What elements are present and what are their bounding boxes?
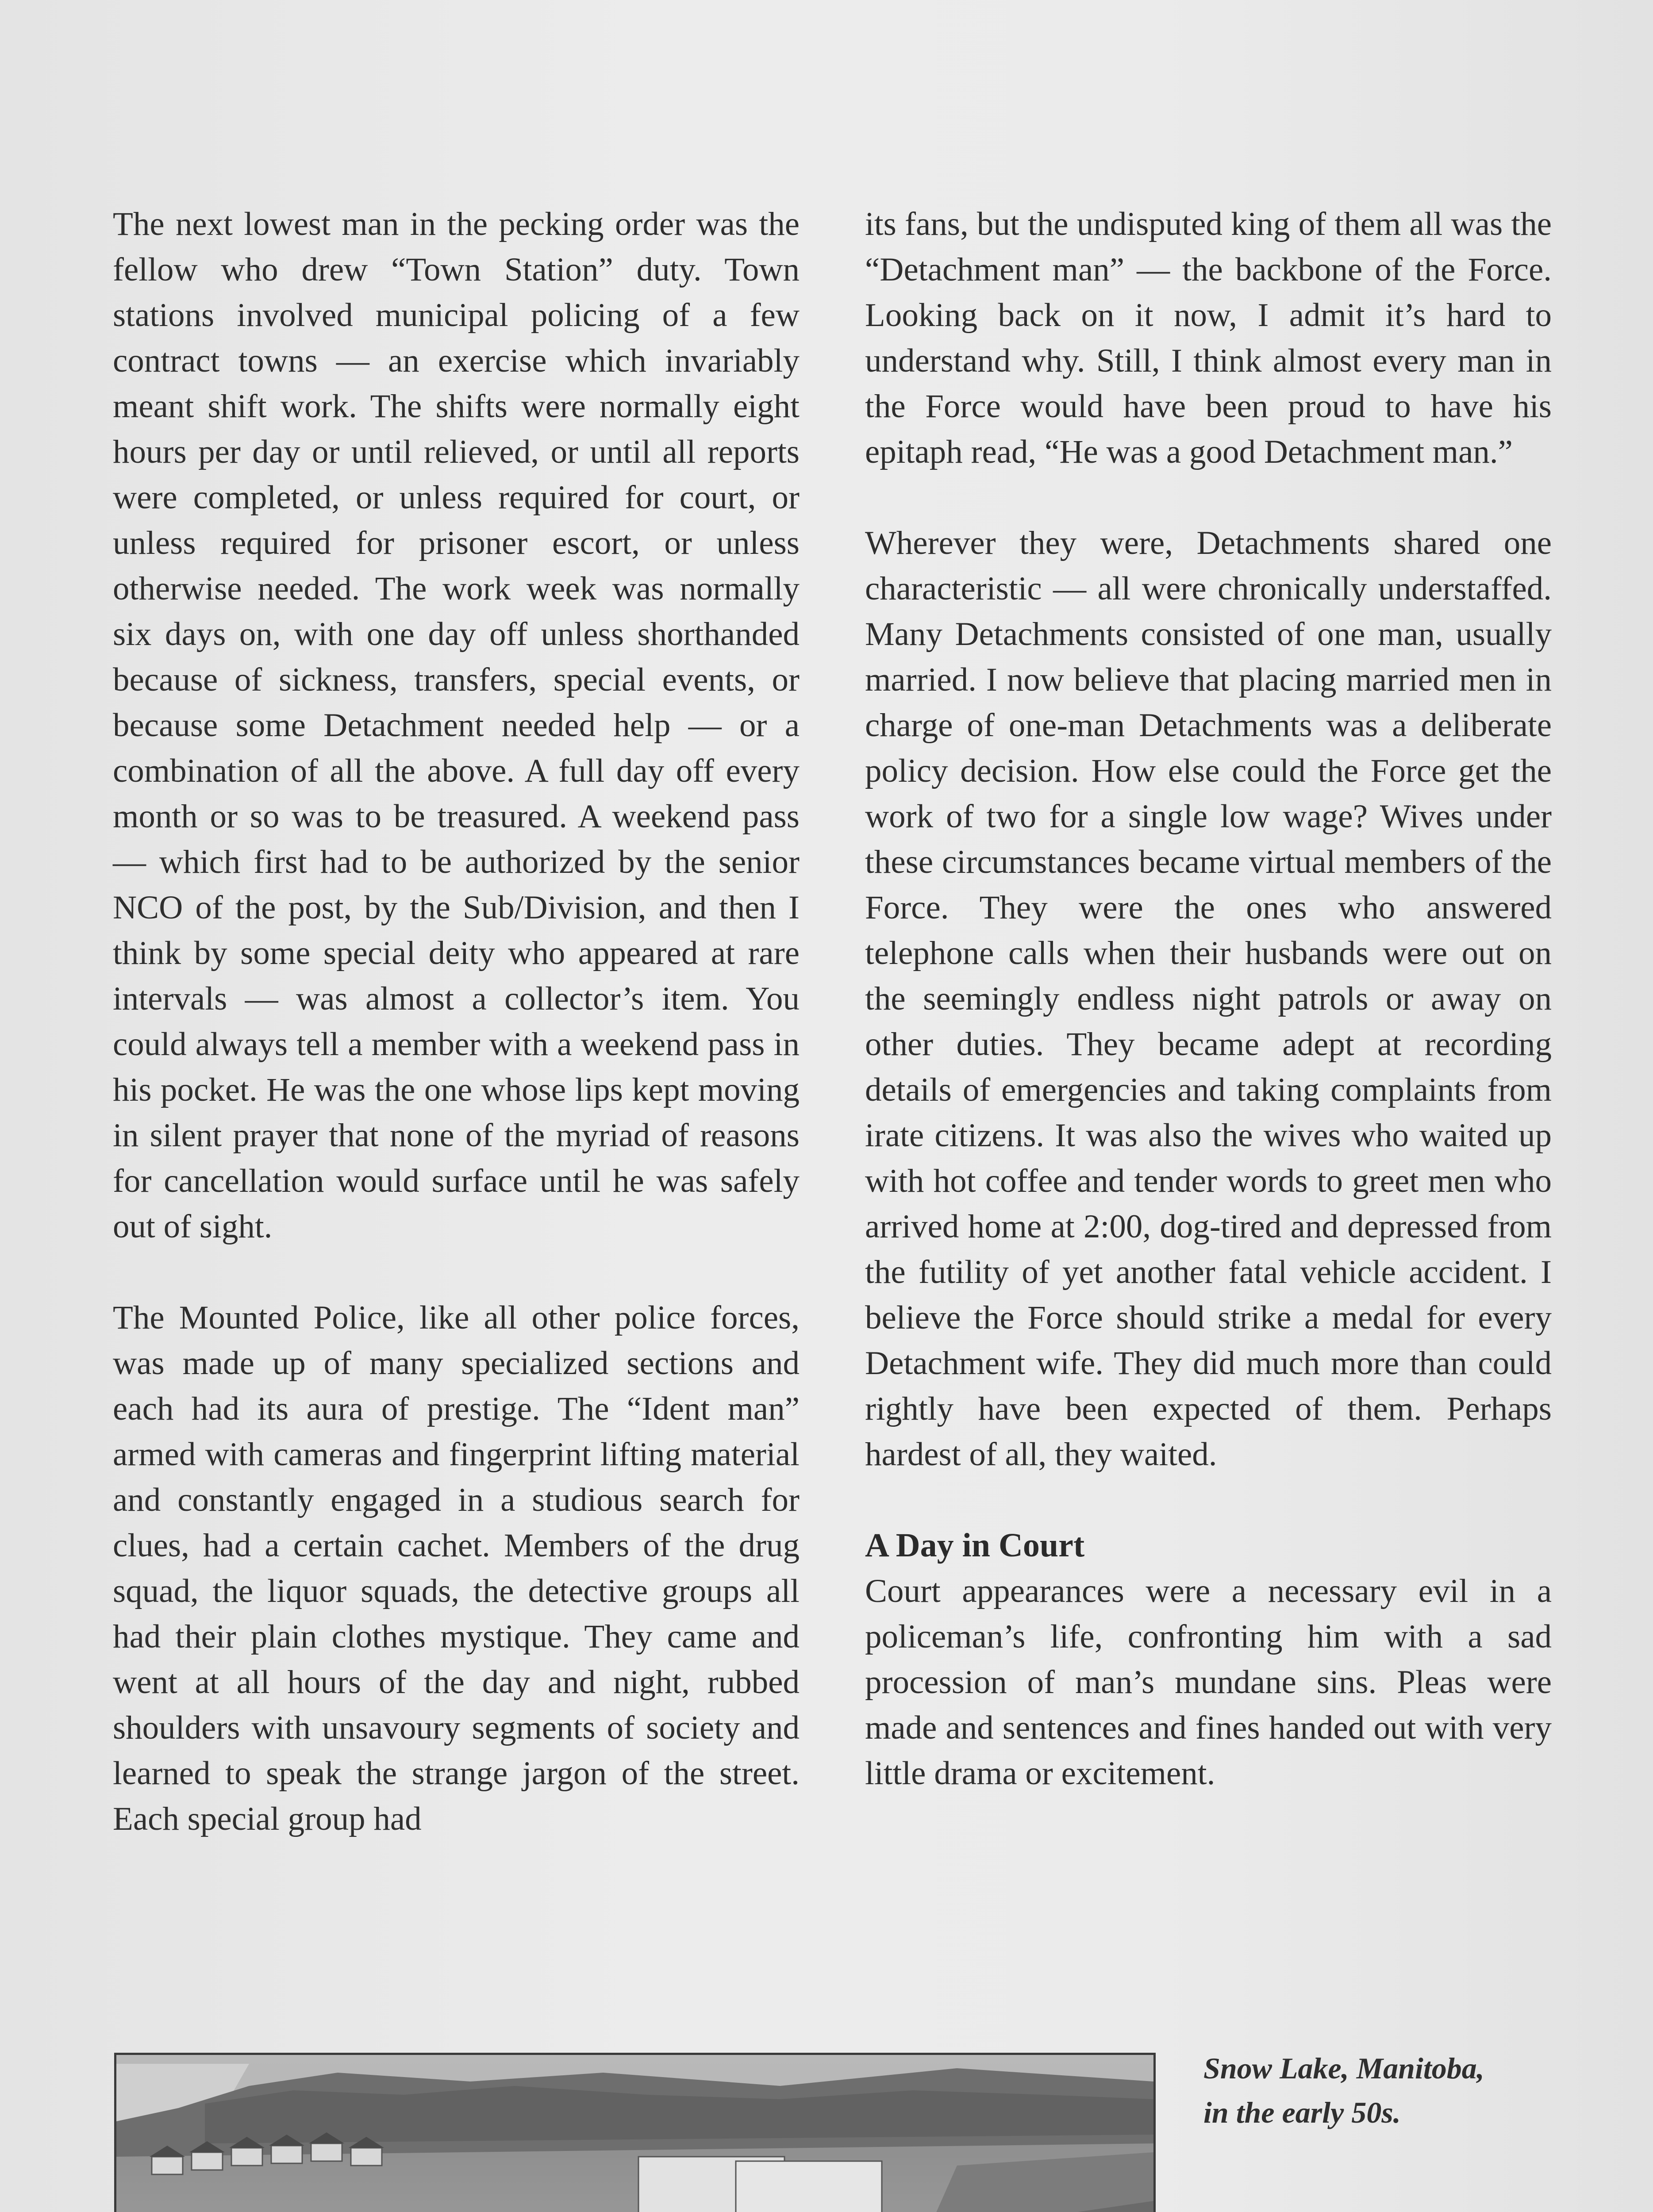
town-photograph	[114, 2053, 1156, 2212]
section-heading: A Day in Court	[865, 1527, 1085, 1564]
right-column	[865, 201, 1552, 1796]
article-paragraph: The next lowest man in the pecking order was the fellow who drew “Town Station” duty. Town stations involved municipal policing of a few contract towns — an exercise which invariably meant shift work. The shifts were normally eight hours per day or until relieved, or until all reports were completed, or unless required for court, or unless required for prisoner escort, or unless otherwise needed. The work week was normally six days on, with one day off unless shorthanded because of sickness, transfers, special events, or because some Detachment needed help — or a combination of all the above. A full day off every month or so was to be treasured. A weekend pass — which first had to be authorized by the senior NCO of the post, by the Sub/Division, and then I think by some special deity who appeared at rare intervals — was almost a collector’s item. You could always tell a member with a weekend pass in his pocket. He was the one whose lips kept moving in silent prayer that none of the myriad of reasons for cancellation would surface until he was safely out of sight.	[113, 206, 800, 1245]
caption-line: in the early 50s.	[1203, 2096, 1401, 2129]
article-paragraph: Court appearances were a necessary evil in a policeman’s life, confronting him with a sad procession of man’s mundane sins. Pleas were made and sentences and fines handed out with very little drama or excitement.	[865, 1573, 1552, 1792]
article-paragraph: its fans, but the undisputed king of them all was the “Detachment man” — the backbone of the Force. Looking back on it now, I admit it’s hard to understand why. Still, I think almost every man in the Force would have been proud to have his epitaph read, “He was a good Detachment man.”	[865, 206, 1552, 470]
photo-illustration	[116, 2055, 1153, 2212]
article-paragraph: The Mounted Police, like all other police forces, was made up of many specialized sections and each had its aura of prestige. The “Ident man” armed with cameras and fingerprint lifting material and constantly engaged in a studious search for clues, had a certain cachet. Members of the drug squad, the liquor squads, the detective groups all had their plain clothes mystique. They came and went at all hours of the day and night, rubbed shoulders with unsavoury segments of society and learned to speak the strange jargon of the street. Each special group had	[113, 1299, 800, 1837]
caption-line: Snow Lake, Manitoba,	[1203, 2051, 1484, 2085]
article-paragraph: Wherever they were, Detachments shared one characteristic — all were chronically understaffed. Many Detachments consisted of one man, usually married. I now believe that placing married men in charge of one-man Detachments was a deliberate policy decision. How else could the Force get the work of two for a single low wage? Wives under these circumstances became virtual members of the Force. They were the ones who answered telephone calls when their husbands were out on the seemingly endless night patrols or away on other duties. They became adept at recording details of emergencies and taking complaints from irate citizens. It was also the wives who waited up with hot coffee and tender words to greet men who arrived home at 2:00, dog-tired and depressed from the futility of yet another fatal vehicle accident. I believe the Force should strike a medal for every Detachment wife. They did much more than could rightly have been expected of them. Perhaps hardest of all, they waited.	[865, 525, 1552, 1473]
photo-caption	[1203, 2046, 1602, 2135]
left-column	[113, 201, 800, 1842]
